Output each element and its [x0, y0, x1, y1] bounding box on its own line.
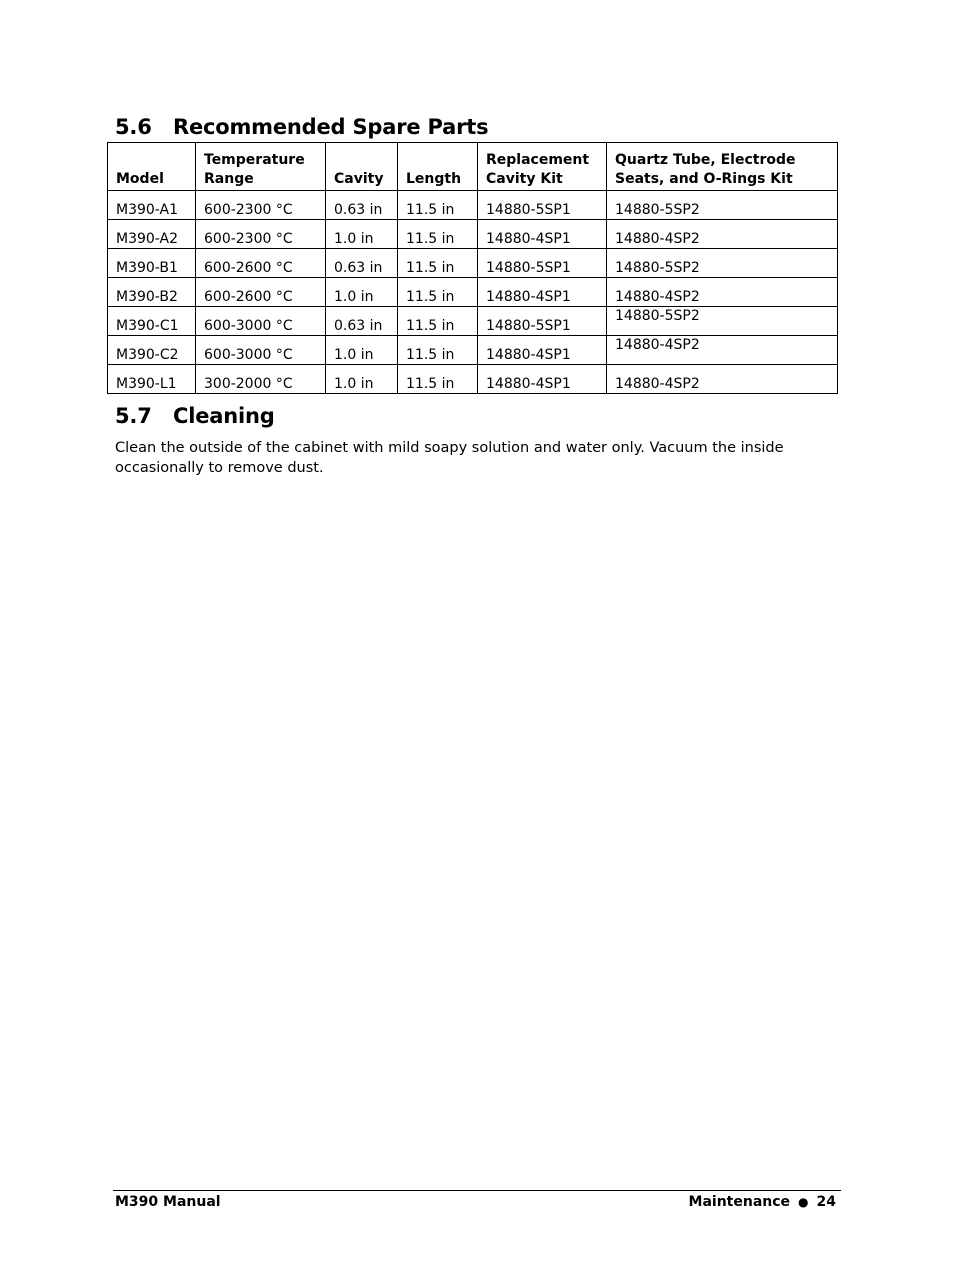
column-header-model: Model	[108, 143, 196, 191]
cleaning-paragraph: Clean the outside of the cabinet with mild soapy solution and water only. Vacuum the inside occasionally to remove dust.	[115, 440, 784, 476]
cell-model: M390-L1	[108, 365, 196, 394]
column-header-quartz-tube-kit: Quartz Tube, Electrode Seats, and O-Rings Kit	[607, 143, 838, 191]
cell-length: 11.5 in	[398, 278, 478, 307]
column-header-length: Length	[398, 143, 478, 191]
cell-quartz-tube-kit: 14880-5SP2	[607, 249, 838, 278]
cell-temperature-range: 600-3000 °C	[196, 336, 326, 365]
footer-page-info	[689, 1194, 836, 1210]
section-number: 5.6	[115, 115, 152, 139]
cell-replacement-cavity-kit: 14880-4SP1	[478, 220, 607, 249]
cell-temperature-range: 600-2300 °C	[196, 191, 326, 220]
cell-model: M390-A2	[108, 220, 196, 249]
column-header-replacement-cavity-kit: Replacement Cavity Kit	[478, 143, 607, 191]
cell-cavity: 1.0 in	[326, 336, 398, 365]
footer-section-name: Maintenance	[688, 1194, 791, 1210]
cell-temperature-range: 600-2600 °C	[196, 249, 326, 278]
cell-cavity: 1.0 in	[326, 220, 398, 249]
cell-length: 11.5 in	[398, 191, 478, 220]
table-row	[108, 365, 838, 394]
cell-length: 11.5 in	[398, 220, 478, 249]
bullet-separator: ●	[798, 1195, 809, 1209]
cell-temperature-range: 600-2600 °C	[196, 278, 326, 307]
footer-rule	[113, 1190, 841, 1191]
cell-replacement-cavity-kit: 14880-4SP1	[478, 365, 607, 394]
table-row	[108, 220, 838, 249]
cell-quartz-tube-kit: 14880-5SP2	[607, 307, 838, 336]
cell-quartz-tube-kit: 14880-4SP2	[607, 220, 838, 249]
table-row	[108, 191, 838, 220]
cell-model: M390-A1	[108, 191, 196, 220]
section-title: Cleaning	[173, 404, 275, 428]
cell-replacement-cavity-kit: 14880-4SP1	[478, 278, 607, 307]
table-row	[108, 336, 838, 365]
cell-quartz-tube-kit: 14880-4SP2	[607, 336, 838, 365]
cell-temperature-range: 600-2300 °C	[196, 220, 326, 249]
table-row	[108, 249, 838, 278]
cell-temperature-range: 300-2000 °C	[196, 365, 326, 394]
column-header-temperature-range: Temperature Range	[196, 143, 326, 191]
cell-length: 11.5 in	[398, 336, 478, 365]
cell-replacement-cavity-kit: 14880-5SP1	[478, 191, 607, 220]
cell-cavity: 0.63 in	[326, 249, 398, 278]
cell-length: 11.5 in	[398, 307, 478, 336]
cell-quartz-tube-kit: 14880-5SP2	[607, 191, 838, 220]
table-row	[108, 307, 838, 336]
footer-page-number: 24	[816, 1194, 836, 1210]
section-heading-cleaning	[115, 404, 275, 428]
cell-cavity: 1.0 in	[326, 365, 398, 394]
cell-replacement-cavity-kit: 14880-5SP1	[478, 249, 607, 278]
section-heading-spare-parts	[115, 115, 488, 139]
cell-length: 11.5 in	[398, 365, 478, 394]
table-row	[108, 278, 838, 307]
cell-model: M390-C1	[108, 307, 196, 336]
section-number: 5.7	[115, 404, 152, 428]
cell-cavity: 1.0 in	[326, 278, 398, 307]
column-header-cavity: Cavity	[326, 143, 398, 191]
section-title: Recommended Spare Parts	[173, 115, 489, 139]
cell-quartz-tube-kit: 14880-4SP2	[607, 278, 838, 307]
cell-model: M390-B1	[108, 249, 196, 278]
cell-length: 11.5 in	[398, 249, 478, 278]
cell-model: M390-B2	[108, 278, 196, 307]
spare-parts-table	[107, 142, 838, 394]
cell-cavity: 0.63 in	[326, 307, 398, 336]
table-header-row	[108, 143, 838, 191]
cell-temperature-range: 600-3000 °C	[196, 307, 326, 336]
cell-replacement-cavity-kit: 14880-5SP1	[478, 307, 607, 336]
cell-model: M390-C2	[108, 336, 196, 365]
cell-cavity: 0.63 in	[326, 191, 398, 220]
cell-replacement-cavity-kit: 14880-4SP1	[478, 336, 607, 365]
footer-manual-title: M390 Manual	[115, 1194, 221, 1210]
cell-quartz-tube-kit: 14880-4SP2	[607, 365, 838, 394]
